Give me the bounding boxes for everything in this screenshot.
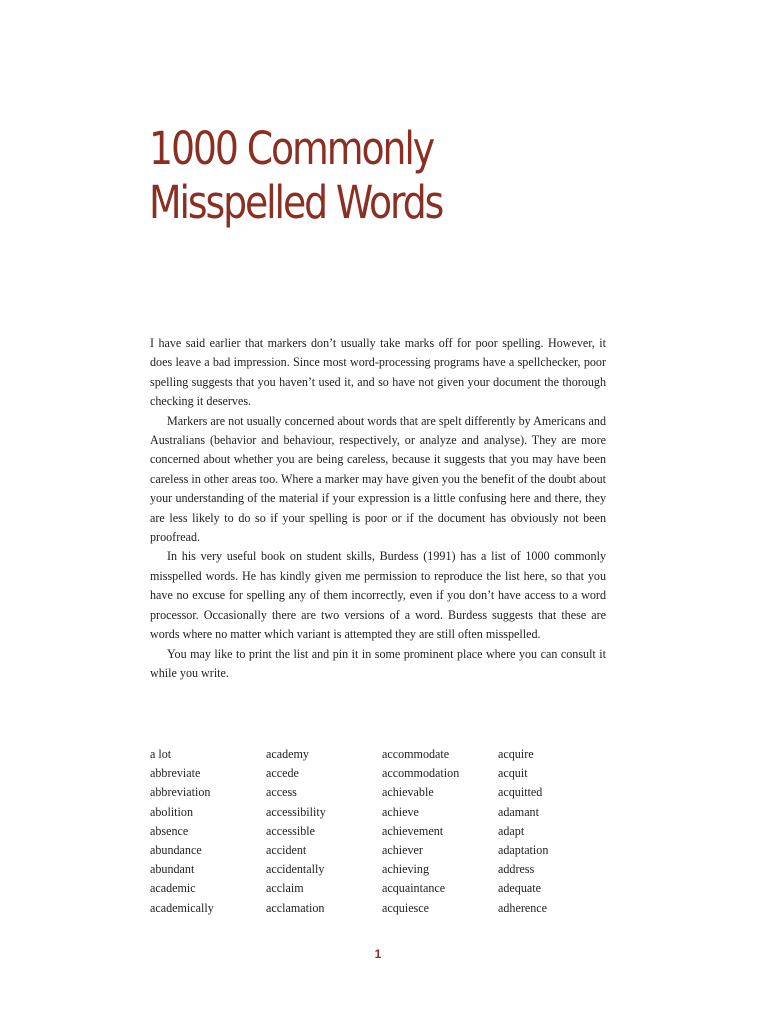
word-list-item: academically [150, 900, 214, 915]
word-list-item: accede [266, 766, 299, 781]
word-list-item: academic [150, 881, 196, 896]
word-list-item: access [266, 785, 297, 800]
word-list-item: accident [266, 843, 307, 858]
paragraph-4: You may like to print the list and pin it in some prominent place where you can consult it while you write. [150, 646, 606, 680]
word-list-item: acquaintance [382, 881, 446, 896]
word-list [150, 745, 620, 918]
word-list-item: adapt [498, 823, 525, 838]
paragraph-2: Markers are not usually concerned about words that are spelt differently by Americans and Australians (behavior and behaviour, respectively, or analyze and analyse). They are more concerned about whether you are being careless, because it suggests that you may have been careless in other areas too. Where a marker may have given you the benefit of the doubt about your understanding of the material if your expression is a little confusing here and there, they are less likely to do so if your spelling is poor or if the document has obviously not been proofread. [150, 413, 606, 545]
word-list-item: acquire [498, 747, 534, 761]
word-list-item: absence [150, 823, 189, 838]
word-list-item: abundance [150, 843, 202, 858]
word-list-item: adherence [498, 900, 548, 915]
word-list-item: a lot [150, 747, 172, 761]
word-list-item: acclaim [266, 881, 304, 896]
word-list-item: adequate [498, 881, 541, 896]
page-number: 1 [374, 947, 382, 961]
word-list-item: acquiesce [382, 900, 429, 915]
word-column [382, 745, 498, 918]
word-list-item: achiever [382, 843, 423, 858]
word-list-item: address [498, 862, 535, 877]
word-column [150, 745, 266, 918]
page-title-line-2: Misspelled Words [149, 176, 443, 229]
word-list-item: acquitted [498, 785, 543, 800]
word-list-item: accommodation [382, 766, 460, 781]
word-column [498, 745, 614, 918]
paragraph-1: I have said earlier that markers don’t usually take marks off for poor spelling. However, it does leave a bad impression. Since most word-processing programs have a spellchecker, poor spelling suggests that you haven’t used it, and so have not given your document the thorough checking it deserves. [150, 336, 606, 409]
word-list-item: abbreviate [150, 766, 201, 781]
word-list-item: accommodate [382, 747, 450, 761]
word-list-item: accessible [266, 823, 316, 838]
word-list-item: achievement [382, 823, 444, 838]
word-list-item: abbreviation [150, 785, 211, 800]
word-column [266, 745, 382, 918]
body-text [150, 334, 606, 683]
word-list-item: achievable [382, 785, 434, 800]
word-list-item: achieve [382, 804, 419, 819]
word-list-item: adamant [498, 804, 539, 819]
word-list-item: academy [266, 747, 309, 761]
word-list-item: accidentally [266, 862, 325, 877]
paragraph-3: In his very useful book on student skills, Burdess (1991) has a list of 1000 commonly misspelled words. He has kindly given me permission to reproduce the list here, so that you have no excuse for spelling any of them incorrectly, even if you don’t have access to a word processor. Occasionally there are two versions of a word. Burdess suggests that these are words where no matter which variant is attempted they are still often misspelled. [150, 549, 606, 642]
word-list-item: achieving [382, 862, 430, 877]
page-title-line-1: 1000 Commonly [149, 122, 434, 175]
word-list-item: abundant [150, 862, 195, 877]
page-title [149, 122, 586, 230]
word-list-item: acquit [498, 766, 528, 781]
word-list-item: abolition [150, 804, 193, 819]
word-list-item: adaptation [498, 843, 549, 858]
word-list-item: accessibility [266, 804, 326, 819]
word-list-item: acclamation [266, 900, 325, 915]
